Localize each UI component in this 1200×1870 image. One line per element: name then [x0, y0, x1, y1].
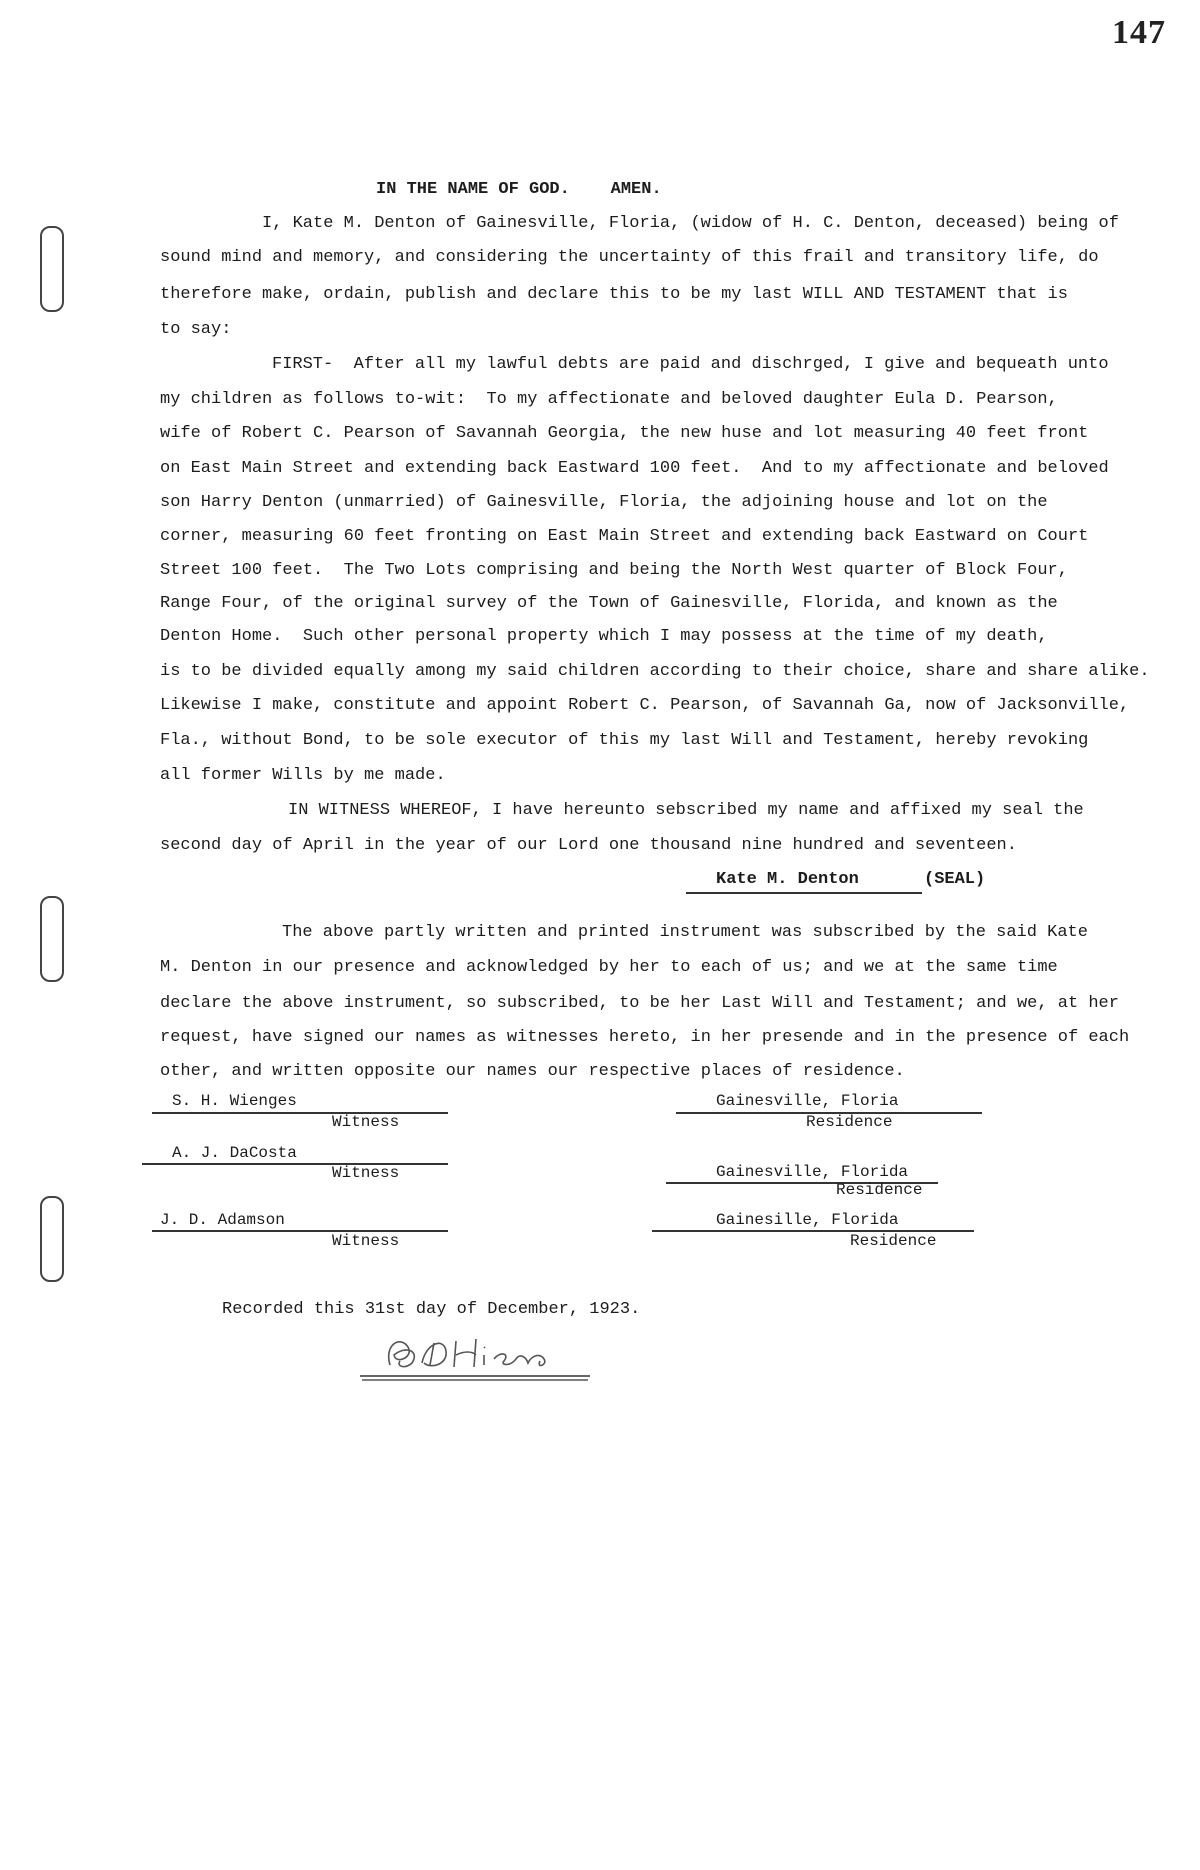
body-line: sound mind and memory, and considering the uncertainty of this frail and transitory life, do: [160, 248, 1099, 267]
attestation-line: declare the above instrument, so subscribed, to be her Last Will and Testament; and we, at her: [160, 994, 1119, 1013]
body-line: Street 100 feet. The Two Lots comprising and being the North West quarter of Block Four,: [160, 561, 1068, 580]
witness-label: Witness: [332, 1164, 400, 1182]
attestation-line: M. Denton in our presence and acknowledged by her to each of us; and we at the same time: [160, 958, 1058, 977]
attestation-line: other, and written opposite our names our respective places of residence.: [160, 1062, 905, 1081]
witness-residence: Gainesville, Floria: [716, 1092, 899, 1110]
body-line: Denton Home. Such other personal property which I may possess at the time of my death,: [160, 627, 1048, 646]
witness-name: S. H. Wienges: [172, 1092, 297, 1110]
residence-label: Residence: [806, 1113, 893, 1131]
witness-label: Witness: [332, 1232, 400, 1250]
body-line: second day of April in the year of our Lord one thousand nine hundred and seventeen.: [160, 836, 1017, 855]
residence-label: Residence: [836, 1181, 923, 1199]
recorded-line: Recorded this 31st day of December, 1923.: [222, 1300, 641, 1319]
witness-name: A. J. DaCosta: [172, 1144, 297, 1162]
residence-label: Residence: [850, 1232, 937, 1250]
document-heading: IN THE NAME OF GOD. AMEN.: [376, 180, 662, 199]
body-line: to say:: [160, 320, 232, 339]
witness-residence: Gainesille, Florida: [716, 1211, 899, 1229]
attestation-line: request, have signed our names as witnesses hereto, in her presende and in the presence of each: [160, 1028, 1130, 1047]
page-number: 147: [1112, 14, 1166, 51]
body-line: I, Kate M. Denton of Gainesville, Floria, (widow of H. C. Denton, deceased) being of: [262, 214, 1119, 233]
witness-signature-line: [142, 1163, 448, 1165]
binder-hole-bottom: [40, 1196, 64, 1282]
body-line: corner, measuring 60 feet fronting on East Main Street and extending back Eastward on Court: [160, 527, 1089, 546]
body-line: Likewise I make, constitute and appoint Robert C. Pearson, of Savannah Ga, now of Jacksonville,: [160, 696, 1130, 715]
witness-label: Witness: [332, 1113, 400, 1131]
testator-signature: Kate M. Denton: [716, 870, 859, 889]
body-line: Range Four, of the original survey of the Town of Gainesville, Florida, and known as the: [160, 594, 1058, 613]
testator-seal: (SEAL): [924, 870, 986, 889]
testator-signature-line: [686, 892, 922, 894]
binder-hole-top: [40, 226, 64, 312]
witness-name: J. D. Adamson: [160, 1211, 285, 1229]
body-line: wife of Robert C. Pearson of Savannah Georgia, the new huse and lot measuring 40 feet front: [160, 424, 1089, 443]
handwritten-signature: [360, 1325, 590, 1381]
body-line: FIRST- After all my lawful debts are paid and dischrged, I give and bequeath unto: [272, 355, 1109, 374]
witness-residence: Gainesville, Florida: [716, 1163, 909, 1181]
body-line: is to be divided equally among my said children according to their choice, share and share alike.: [160, 662, 1150, 681]
body-line: all former Wills by me made.: [160, 766, 446, 785]
body-line: son Harry Denton (unmarried) of Gainesville, Floria, the adjoining house and lot on the: [160, 493, 1048, 512]
attestation-line: The above partly written and printed instrument was subscribed by the said Kate: [282, 923, 1088, 942]
body-line: my children as follows to-wit: To my affectionate and beloved daughter Eula D. Pearson,: [160, 390, 1058, 409]
witness-signature-line: [152, 1230, 448, 1232]
body-line: on East Main Street and extending back Eastward 100 feet. And to my affectionate and beloved: [160, 459, 1109, 478]
clerk-signature: [360, 1325, 590, 1381]
body-line: therefore make, ordain, publish and declare this to be my last WILL AND TESTAMENT that is: [160, 285, 1068, 304]
witness-signature-line: [152, 1112, 448, 1114]
body-line: Fla., without Bond, to be sole executor of this my last Will and Testament, hereby revoking: [160, 731, 1089, 750]
body-line: IN WITNESS WHEREOF, I have hereunto sebscribed my name and affixed my seal the: [288, 801, 1084, 820]
binder-hole-middle: [40, 896, 64, 982]
